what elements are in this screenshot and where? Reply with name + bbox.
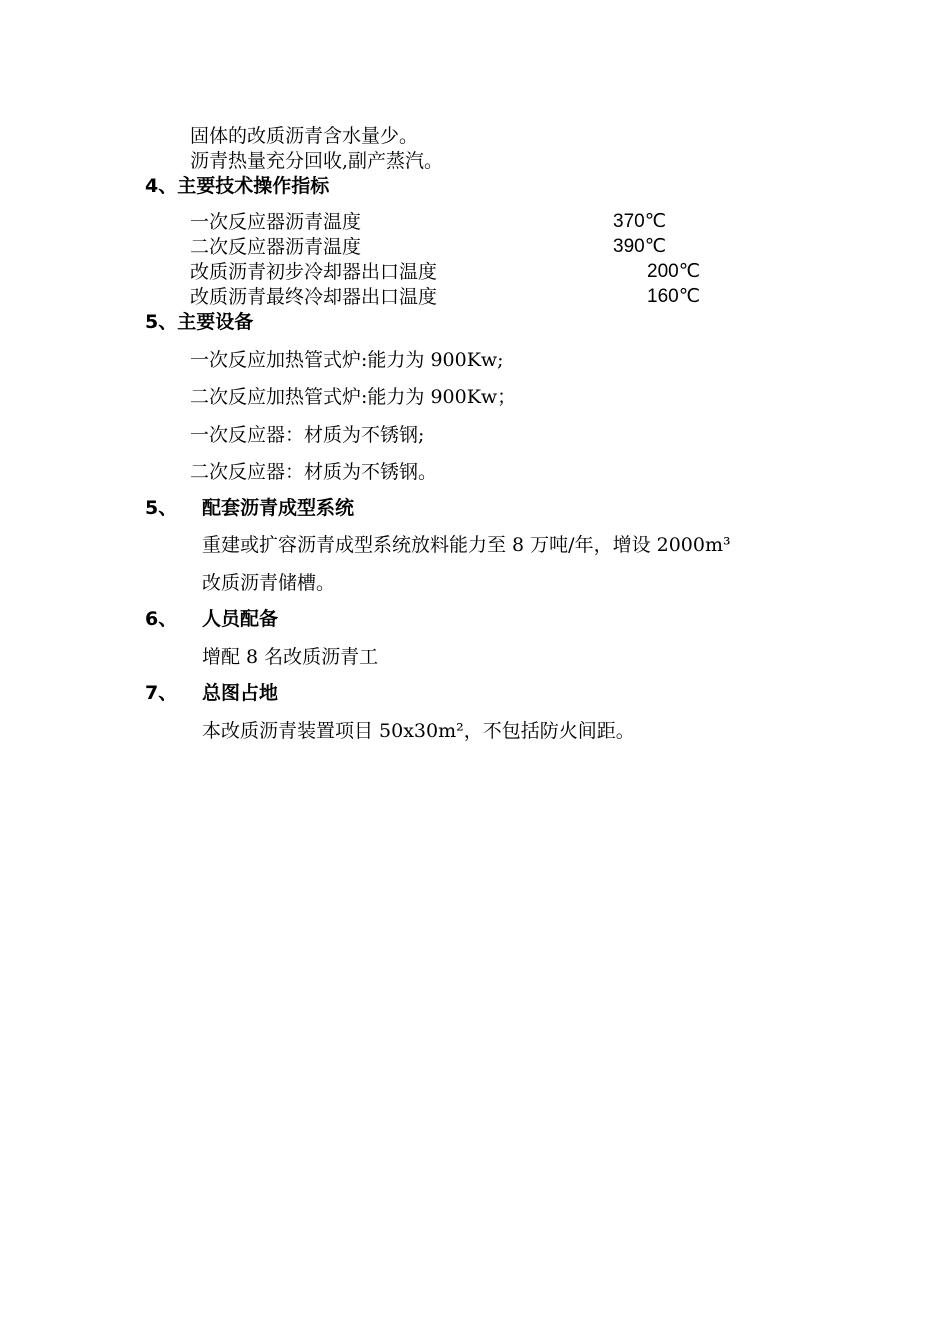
staffing-line-1: 增配 8 名改质沥青工 bbox=[202, 646, 379, 668]
intro-line-1: 固体的改质沥青含水量少。 bbox=[190, 125, 419, 147]
spec-value-2: 390℃ bbox=[613, 236, 667, 257]
section-5-equipment-heading: 5、主要设备 bbox=[145, 311, 254, 333]
section-7-number: 7、 bbox=[145, 682, 178, 704]
section-5-system-heading: 配套沥青成型系统 bbox=[202, 497, 355, 519]
section-4-heading: 4、主要技术操作指标 bbox=[145, 175, 330, 197]
spec-label-4: 改质沥青最终冷却器出口温度 bbox=[190, 286, 438, 308]
section-6-heading: 人员配备 bbox=[202, 608, 279, 630]
system-line-2: 改质沥青储槽。 bbox=[202, 572, 336, 594]
section-5-system-number: 5、 bbox=[145, 497, 178, 519]
spec-value-1: 370℃ bbox=[613, 211, 667, 232]
spec-value-4: 160℃ bbox=[647, 286, 701, 307]
spec-label-1: 一次反应器沥青温度 bbox=[190, 211, 362, 233]
system-line-1: 重建或扩容沥青成型系统放料能力至 8 万吨/年，增设 2000m³ bbox=[202, 534, 731, 556]
spec-label-2: 二次反应器沥青温度 bbox=[190, 236, 362, 258]
equipment-item-4: 二次反应器：材质为不锈钢。 bbox=[190, 461, 438, 483]
section-6-number: 6、 bbox=[145, 608, 178, 630]
spec-value-3: 200℃ bbox=[647, 261, 701, 282]
spec-label-3: 改质沥青初步冷却器出口温度 bbox=[190, 261, 438, 283]
equipment-item-1: 一次反应加热管式炉:能力为 900Kw; bbox=[190, 349, 504, 371]
site-area-line-1: 本改质沥青装置项目 50x30m²，不包括防火间距。 bbox=[202, 720, 635, 742]
equipment-item-2: 二次反应加热管式炉:能力为 900Kw； bbox=[190, 386, 517, 408]
section-7-heading: 总图占地 bbox=[202, 682, 279, 704]
equipment-item-3: 一次反应器：材质为不锈钢; bbox=[190, 424, 425, 446]
intro-line-2: 沥青热量充分回收,副产蒸汽。 bbox=[190, 150, 444, 172]
